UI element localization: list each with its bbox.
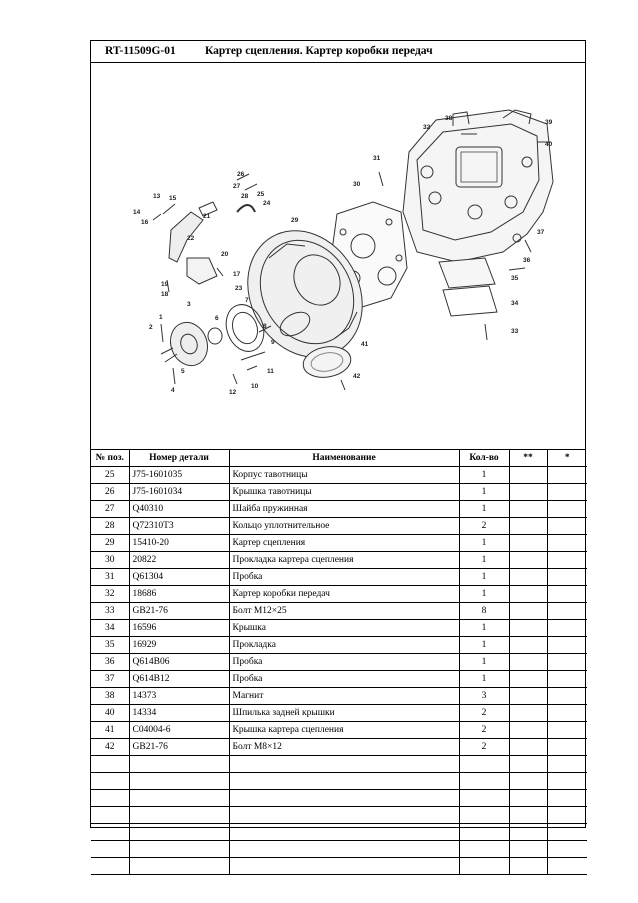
callout-6: 6 bbox=[215, 315, 219, 322]
cell-quantity: 1 bbox=[459, 654, 509, 671]
callout-35: 35 bbox=[511, 275, 519, 282]
cell-star bbox=[547, 552, 587, 569]
cell-name: Картер сцепления bbox=[229, 535, 459, 552]
cell-quantity: 1 bbox=[459, 484, 509, 501]
cell-star bbox=[547, 535, 587, 552]
cell-position: 25 bbox=[91, 467, 129, 484]
cell-position: 31 bbox=[91, 569, 129, 586]
cell-star bbox=[547, 569, 587, 586]
cell-double-star bbox=[509, 637, 547, 654]
cell-star bbox=[547, 722, 587, 739]
table-header-row bbox=[91, 449, 587, 467]
cell-name: Прокладка bbox=[229, 637, 459, 654]
callout-12: 12 bbox=[229, 389, 237, 396]
callout-26: 26 bbox=[237, 171, 245, 178]
cell-double-star bbox=[509, 552, 547, 569]
cell-double-star bbox=[509, 467, 547, 484]
cell-position bbox=[91, 807, 129, 824]
cell-name: Шайба пружинная bbox=[229, 501, 459, 518]
table-row bbox=[91, 671, 587, 688]
flange-part bbox=[161, 299, 270, 371]
cell-star bbox=[547, 790, 587, 807]
cell-name bbox=[229, 807, 459, 824]
cell-position: 29 bbox=[91, 535, 129, 552]
cell-position bbox=[91, 858, 129, 875]
cell-quantity: 2 bbox=[459, 705, 509, 722]
cell-star bbox=[547, 603, 587, 620]
cell-part-number: 14334 bbox=[129, 705, 229, 722]
cell-part-number: 18686 bbox=[129, 586, 229, 603]
cell-double-star bbox=[509, 603, 547, 620]
cell-double-star bbox=[509, 705, 547, 722]
cell-name: Болт М8×12 bbox=[229, 739, 459, 756]
cell-quantity: 8 bbox=[459, 603, 509, 620]
cell-double-star bbox=[509, 586, 547, 603]
cell-name: Прокладка картера сцепления bbox=[229, 552, 459, 569]
cell-name bbox=[229, 858, 459, 875]
table-row bbox=[91, 518, 587, 535]
callout-25: 25 bbox=[257, 191, 265, 198]
cell-position: 26 bbox=[91, 484, 129, 501]
callout-36: 36 bbox=[523, 257, 531, 264]
callout-15: 15 bbox=[169, 195, 177, 202]
callout-1: 1 bbox=[159, 314, 163, 321]
callout-5: 5 bbox=[181, 368, 185, 375]
cell-double-star bbox=[509, 671, 547, 688]
cell-part-number: 16596 bbox=[129, 620, 229, 637]
table-row bbox=[91, 637, 587, 654]
callout-31: 31 bbox=[373, 155, 381, 162]
callout-2: 2 bbox=[149, 324, 153, 331]
cell-name: Кольцо уплотнительное bbox=[229, 518, 459, 535]
cell-double-star bbox=[509, 620, 547, 637]
cell-position: 30 bbox=[91, 552, 129, 569]
callout-3: 3 bbox=[187, 301, 191, 308]
callout-37: 37 bbox=[537, 229, 545, 236]
cell-star bbox=[547, 773, 587, 790]
cell-position: 34 bbox=[91, 620, 129, 637]
cell-double-star bbox=[509, 739, 547, 756]
cell-star bbox=[547, 756, 587, 773]
callout-33: 33 bbox=[511, 328, 519, 335]
callout-38: 38 bbox=[445, 115, 453, 122]
table-row bbox=[91, 552, 587, 569]
cell-position: 28 bbox=[91, 518, 129, 535]
cell-quantity bbox=[459, 841, 509, 858]
cell-star bbox=[547, 467, 587, 484]
callout-18: 18 bbox=[161, 291, 169, 298]
cell-double-star bbox=[509, 841, 547, 858]
cell-part-number: C04004-6 bbox=[129, 722, 229, 739]
callout-42: 42 bbox=[353, 373, 361, 380]
cell-star bbox=[547, 620, 587, 637]
cell-quantity bbox=[459, 858, 509, 875]
release-fork-part bbox=[153, 174, 257, 284]
cell-quantity: 2 bbox=[459, 518, 509, 535]
cell-star bbox=[547, 688, 587, 705]
cell-double-star bbox=[509, 535, 547, 552]
cell-quantity bbox=[459, 773, 509, 790]
cell-star bbox=[547, 739, 587, 756]
cell-quantity: 2 bbox=[459, 739, 509, 756]
table-row bbox=[91, 790, 587, 807]
cell-star bbox=[547, 654, 587, 671]
cell-star bbox=[547, 637, 587, 654]
cell-quantity bbox=[459, 807, 509, 824]
table-row bbox=[91, 501, 587, 518]
cell-part-number: GB21-76 bbox=[129, 603, 229, 620]
table-row bbox=[91, 773, 587, 790]
callout-7: 7 bbox=[245, 297, 249, 304]
cell-name: Пробка bbox=[229, 654, 459, 671]
cell-double-star bbox=[509, 807, 547, 824]
cell-star bbox=[547, 807, 587, 824]
cell-position: 42 bbox=[91, 739, 129, 756]
cell-star bbox=[547, 586, 587, 603]
cell-position bbox=[91, 824, 129, 841]
cell-double-star bbox=[509, 518, 547, 535]
cell-name: Корпус тавотницы bbox=[229, 467, 459, 484]
cell-double-star bbox=[509, 484, 547, 501]
cell-star bbox=[547, 671, 587, 688]
cell-name: Пробка bbox=[229, 671, 459, 688]
col-header-double-star: ** bbox=[509, 449, 547, 467]
cell-position: 32 bbox=[91, 586, 129, 603]
gearbox-housing-part bbox=[403, 110, 553, 262]
cell-part-number: 14373 bbox=[129, 688, 229, 705]
cell-quantity: 1 bbox=[459, 467, 509, 484]
cell-name: Картер коробки передач bbox=[229, 586, 459, 603]
cell-name: Крышка тавотницы bbox=[229, 484, 459, 501]
col-header-position: № поз. bbox=[91, 449, 129, 467]
table-row bbox=[91, 688, 587, 705]
cell-part-number bbox=[129, 841, 229, 858]
cell-name bbox=[229, 824, 459, 841]
cell-double-star bbox=[509, 654, 547, 671]
callout-21: 21 bbox=[203, 213, 211, 220]
callout-17: 17 bbox=[233, 271, 241, 278]
cell-position: 36 bbox=[91, 654, 129, 671]
assembly-code: RT-11509G-01 bbox=[105, 45, 176, 57]
callout-14: 14 bbox=[133, 209, 141, 216]
cell-part-number bbox=[129, 824, 229, 841]
callout-16: 16 bbox=[141, 219, 149, 226]
cell-part-number bbox=[129, 807, 229, 824]
cell-quantity: 1 bbox=[459, 552, 509, 569]
callout-24: 24 bbox=[263, 200, 271, 207]
cell-part-number bbox=[129, 790, 229, 807]
cell-double-star bbox=[509, 688, 547, 705]
cell-double-star bbox=[509, 858, 547, 875]
cell-part-number: J75-1601035 bbox=[129, 467, 229, 484]
table-row bbox=[91, 807, 587, 824]
callout-22: 22 bbox=[187, 235, 195, 242]
callout-28: 28 bbox=[241, 193, 249, 200]
callout-41: 41 bbox=[361, 341, 369, 348]
callout-11: 11 bbox=[267, 368, 274, 375]
cell-star bbox=[547, 518, 587, 535]
cell-quantity bbox=[459, 790, 509, 807]
cell-star bbox=[547, 824, 587, 841]
cell-part-number bbox=[129, 756, 229, 773]
cell-name: Крышка картера сцепления bbox=[229, 722, 459, 739]
callout-9: 9 bbox=[271, 339, 275, 346]
table-row bbox=[91, 654, 587, 671]
callout-27: 27 bbox=[233, 183, 241, 190]
table-row bbox=[91, 824, 587, 841]
cell-quantity: 3 bbox=[459, 688, 509, 705]
table-row bbox=[91, 858, 587, 875]
table-row bbox=[91, 841, 587, 858]
cell-quantity: 1 bbox=[459, 671, 509, 688]
col-header-quantity: Кол-во bbox=[459, 449, 509, 467]
cell-quantity: 1 bbox=[459, 535, 509, 552]
cell-double-star bbox=[509, 501, 547, 518]
table-row bbox=[91, 739, 587, 756]
cell-position: 38 bbox=[91, 688, 129, 705]
callout-23: 23 bbox=[235, 285, 243, 292]
table-row bbox=[91, 620, 587, 637]
callout-40: 40 bbox=[545, 141, 553, 148]
cell-position: 35 bbox=[91, 637, 129, 654]
table-row bbox=[91, 722, 587, 739]
cell-position: 37 bbox=[91, 671, 129, 688]
cell-name bbox=[229, 790, 459, 807]
cell-part-number: Q614B06 bbox=[129, 654, 229, 671]
cell-double-star bbox=[509, 756, 547, 773]
cell-position: 40 bbox=[91, 705, 129, 722]
cell-part-number: Q40310 bbox=[129, 501, 229, 518]
cell-quantity: 1 bbox=[459, 620, 509, 637]
cell-part-number bbox=[129, 773, 229, 790]
table-row bbox=[91, 705, 587, 722]
cell-part-number: Q72310T3 bbox=[129, 518, 229, 535]
cell-name bbox=[229, 773, 459, 790]
sheet-header bbox=[91, 41, 585, 63]
cell-star bbox=[547, 858, 587, 875]
cell-star bbox=[547, 841, 587, 858]
cell-quantity bbox=[459, 824, 509, 841]
cell-part-number: 15410-20 bbox=[129, 535, 229, 552]
exploded-view-svg bbox=[91, 62, 585, 449]
cell-name: Пробка bbox=[229, 569, 459, 586]
side-covers-part bbox=[439, 258, 497, 340]
cell-name bbox=[229, 841, 459, 858]
cell-position: 27 bbox=[91, 501, 129, 518]
cell-double-star bbox=[509, 722, 547, 739]
table-row bbox=[91, 484, 587, 501]
callout-8: 8 bbox=[263, 323, 267, 330]
col-header-part-number: Номер детали bbox=[129, 449, 229, 467]
cell-position: 41 bbox=[91, 722, 129, 739]
table-row bbox=[91, 535, 587, 552]
cell-position bbox=[91, 841, 129, 858]
table-row bbox=[91, 603, 587, 620]
cell-quantity: 1 bbox=[459, 501, 509, 518]
col-header-star: * bbox=[547, 449, 587, 467]
callout-20: 20 bbox=[221, 251, 229, 258]
cell-double-star bbox=[509, 569, 547, 586]
cell-quantity bbox=[459, 756, 509, 773]
table-row bbox=[91, 569, 587, 586]
cell-double-star bbox=[509, 773, 547, 790]
cell-quantity: 1 bbox=[459, 586, 509, 603]
callout-29: 29 bbox=[291, 217, 299, 224]
cell-quantity: 1 bbox=[459, 637, 509, 654]
cell-part-number bbox=[129, 858, 229, 875]
cell-name: Крышка bbox=[229, 620, 459, 637]
cell-part-number: Q61304 bbox=[129, 569, 229, 586]
cell-part-number: Q614B12 bbox=[129, 671, 229, 688]
callout-10: 10 bbox=[251, 383, 259, 390]
cell-part-number: 16929 bbox=[129, 637, 229, 654]
table-row bbox=[91, 756, 587, 773]
cell-position bbox=[91, 756, 129, 773]
col-header-name: Наименование bbox=[229, 449, 459, 467]
callout-34: 34 bbox=[511, 300, 519, 307]
callout-30: 30 bbox=[353, 181, 361, 188]
cell-quantity: 1 bbox=[459, 569, 509, 586]
cell-part-number: J75-1601034 bbox=[129, 484, 229, 501]
cell-part-number: 20822 bbox=[129, 552, 229, 569]
assembly-title: Картер сцепления. Картер коробки передач bbox=[205, 45, 433, 57]
parts-sheet bbox=[90, 40, 586, 828]
callout-13: 13 bbox=[153, 193, 161, 200]
cell-position bbox=[91, 790, 129, 807]
table-row bbox=[91, 586, 587, 603]
cell-name bbox=[229, 756, 459, 773]
cell-star bbox=[547, 484, 587, 501]
cell-part-number: GB21-76 bbox=[129, 739, 229, 756]
cell-star bbox=[547, 705, 587, 722]
callout-19: 19 bbox=[161, 281, 169, 288]
parts-table bbox=[91, 449, 587, 875]
callout-39: 39 bbox=[545, 119, 553, 126]
callout-4: 4 bbox=[171, 387, 175, 394]
cell-double-star bbox=[509, 790, 547, 807]
cell-name: Шпилька задней крышки bbox=[229, 705, 459, 722]
exploded-view-drawing bbox=[91, 62, 585, 450]
cell-name: Магнит bbox=[229, 688, 459, 705]
cell-quantity: 2 bbox=[459, 722, 509, 739]
table-row bbox=[91, 467, 587, 484]
cell-name: Болт М12×25 bbox=[229, 603, 459, 620]
parts-table-body bbox=[91, 467, 587, 875]
cell-position: 33 bbox=[91, 603, 129, 620]
cell-position bbox=[91, 773, 129, 790]
callout-32: 32 bbox=[423, 124, 431, 131]
cell-double-star bbox=[509, 824, 547, 841]
cell-star bbox=[547, 501, 587, 518]
